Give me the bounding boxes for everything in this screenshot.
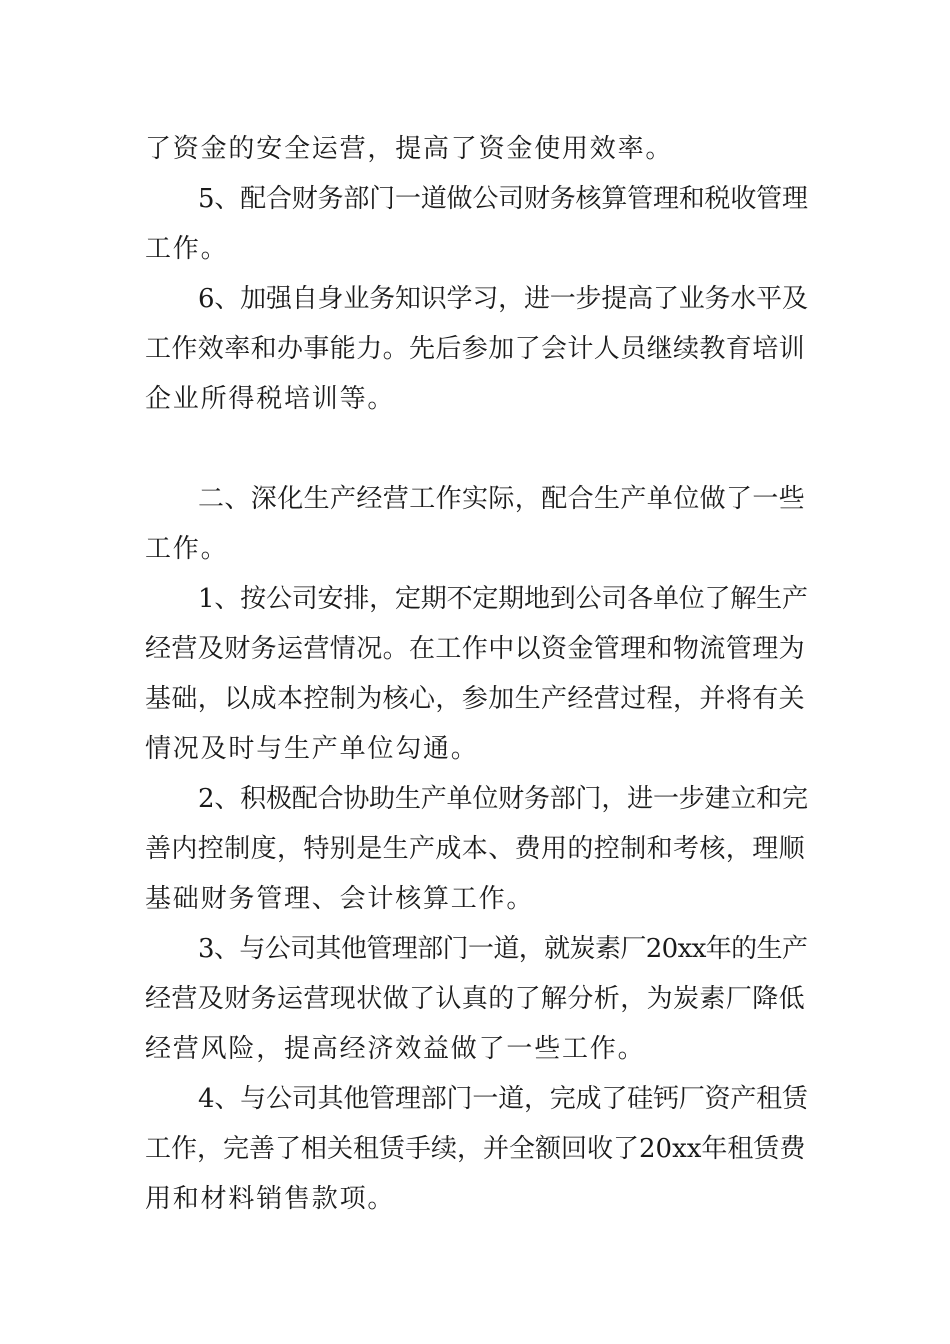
body-line: 善内控制度，特别是生产成本、费用的控制和考核，理顺 (145, 834, 806, 864)
body-line: 3、与公司其他管理部门一道，就炭素厂20xx年的生产 (198, 934, 808, 964)
body-line: 工作效率和办事能力。先后参加了会计人员继续教育培训 (145, 334, 806, 364)
body-line: 了资金的安全运营，提高了资金使用效率。 (145, 134, 674, 164)
body-line: 1、按公司安排，定期不定期地到公司各单位了解生产 (198, 584, 808, 614)
body-line: 6、加强自身业务知识学习，进一步提高了业务水平及 (198, 284, 808, 314)
body-line: 用和材料销售款项。 (145, 1184, 396, 1214)
body-line: 经营及财务运营现状做了认真的了解分析，为炭素厂降低 (145, 984, 806, 1014)
body-line: 经营风险，提高经济效益做了一些工作。 (145, 1034, 646, 1064)
body-line: 工作。 (145, 534, 229, 564)
body-line: 基础财务管理、会计核算工作。 (145, 884, 535, 914)
body-line: 工作，完善了相关租赁手续，并全额回收了20xx年租赁费 (145, 1134, 806, 1164)
body-line: 经营及财务运营情况。在工作中以资金管理和物流管理为 (145, 634, 806, 664)
body-line: 基础，以成本控制为核心，参加生产经营过程，并将有关 (145, 684, 806, 714)
body-line: 工作。 (145, 234, 229, 264)
body-line: 5、配合财务部门一道做公司财务核算管理和税收管理 (198, 184, 808, 214)
body-line: 企业所得税培训等。 (145, 384, 396, 414)
body-line: 2、积极配合协助生产单位财务部门，进一步建立和完 (198, 784, 808, 814)
body-line: 4、与公司其他管理部门一道，完成了硅钙厂资产租赁 (198, 1084, 808, 1114)
section-heading: 二、深化生产经营工作实际，配合生产单位做了一些 (198, 484, 806, 514)
body-line: 情况及时与生产单位勾通。 (145, 734, 479, 764)
